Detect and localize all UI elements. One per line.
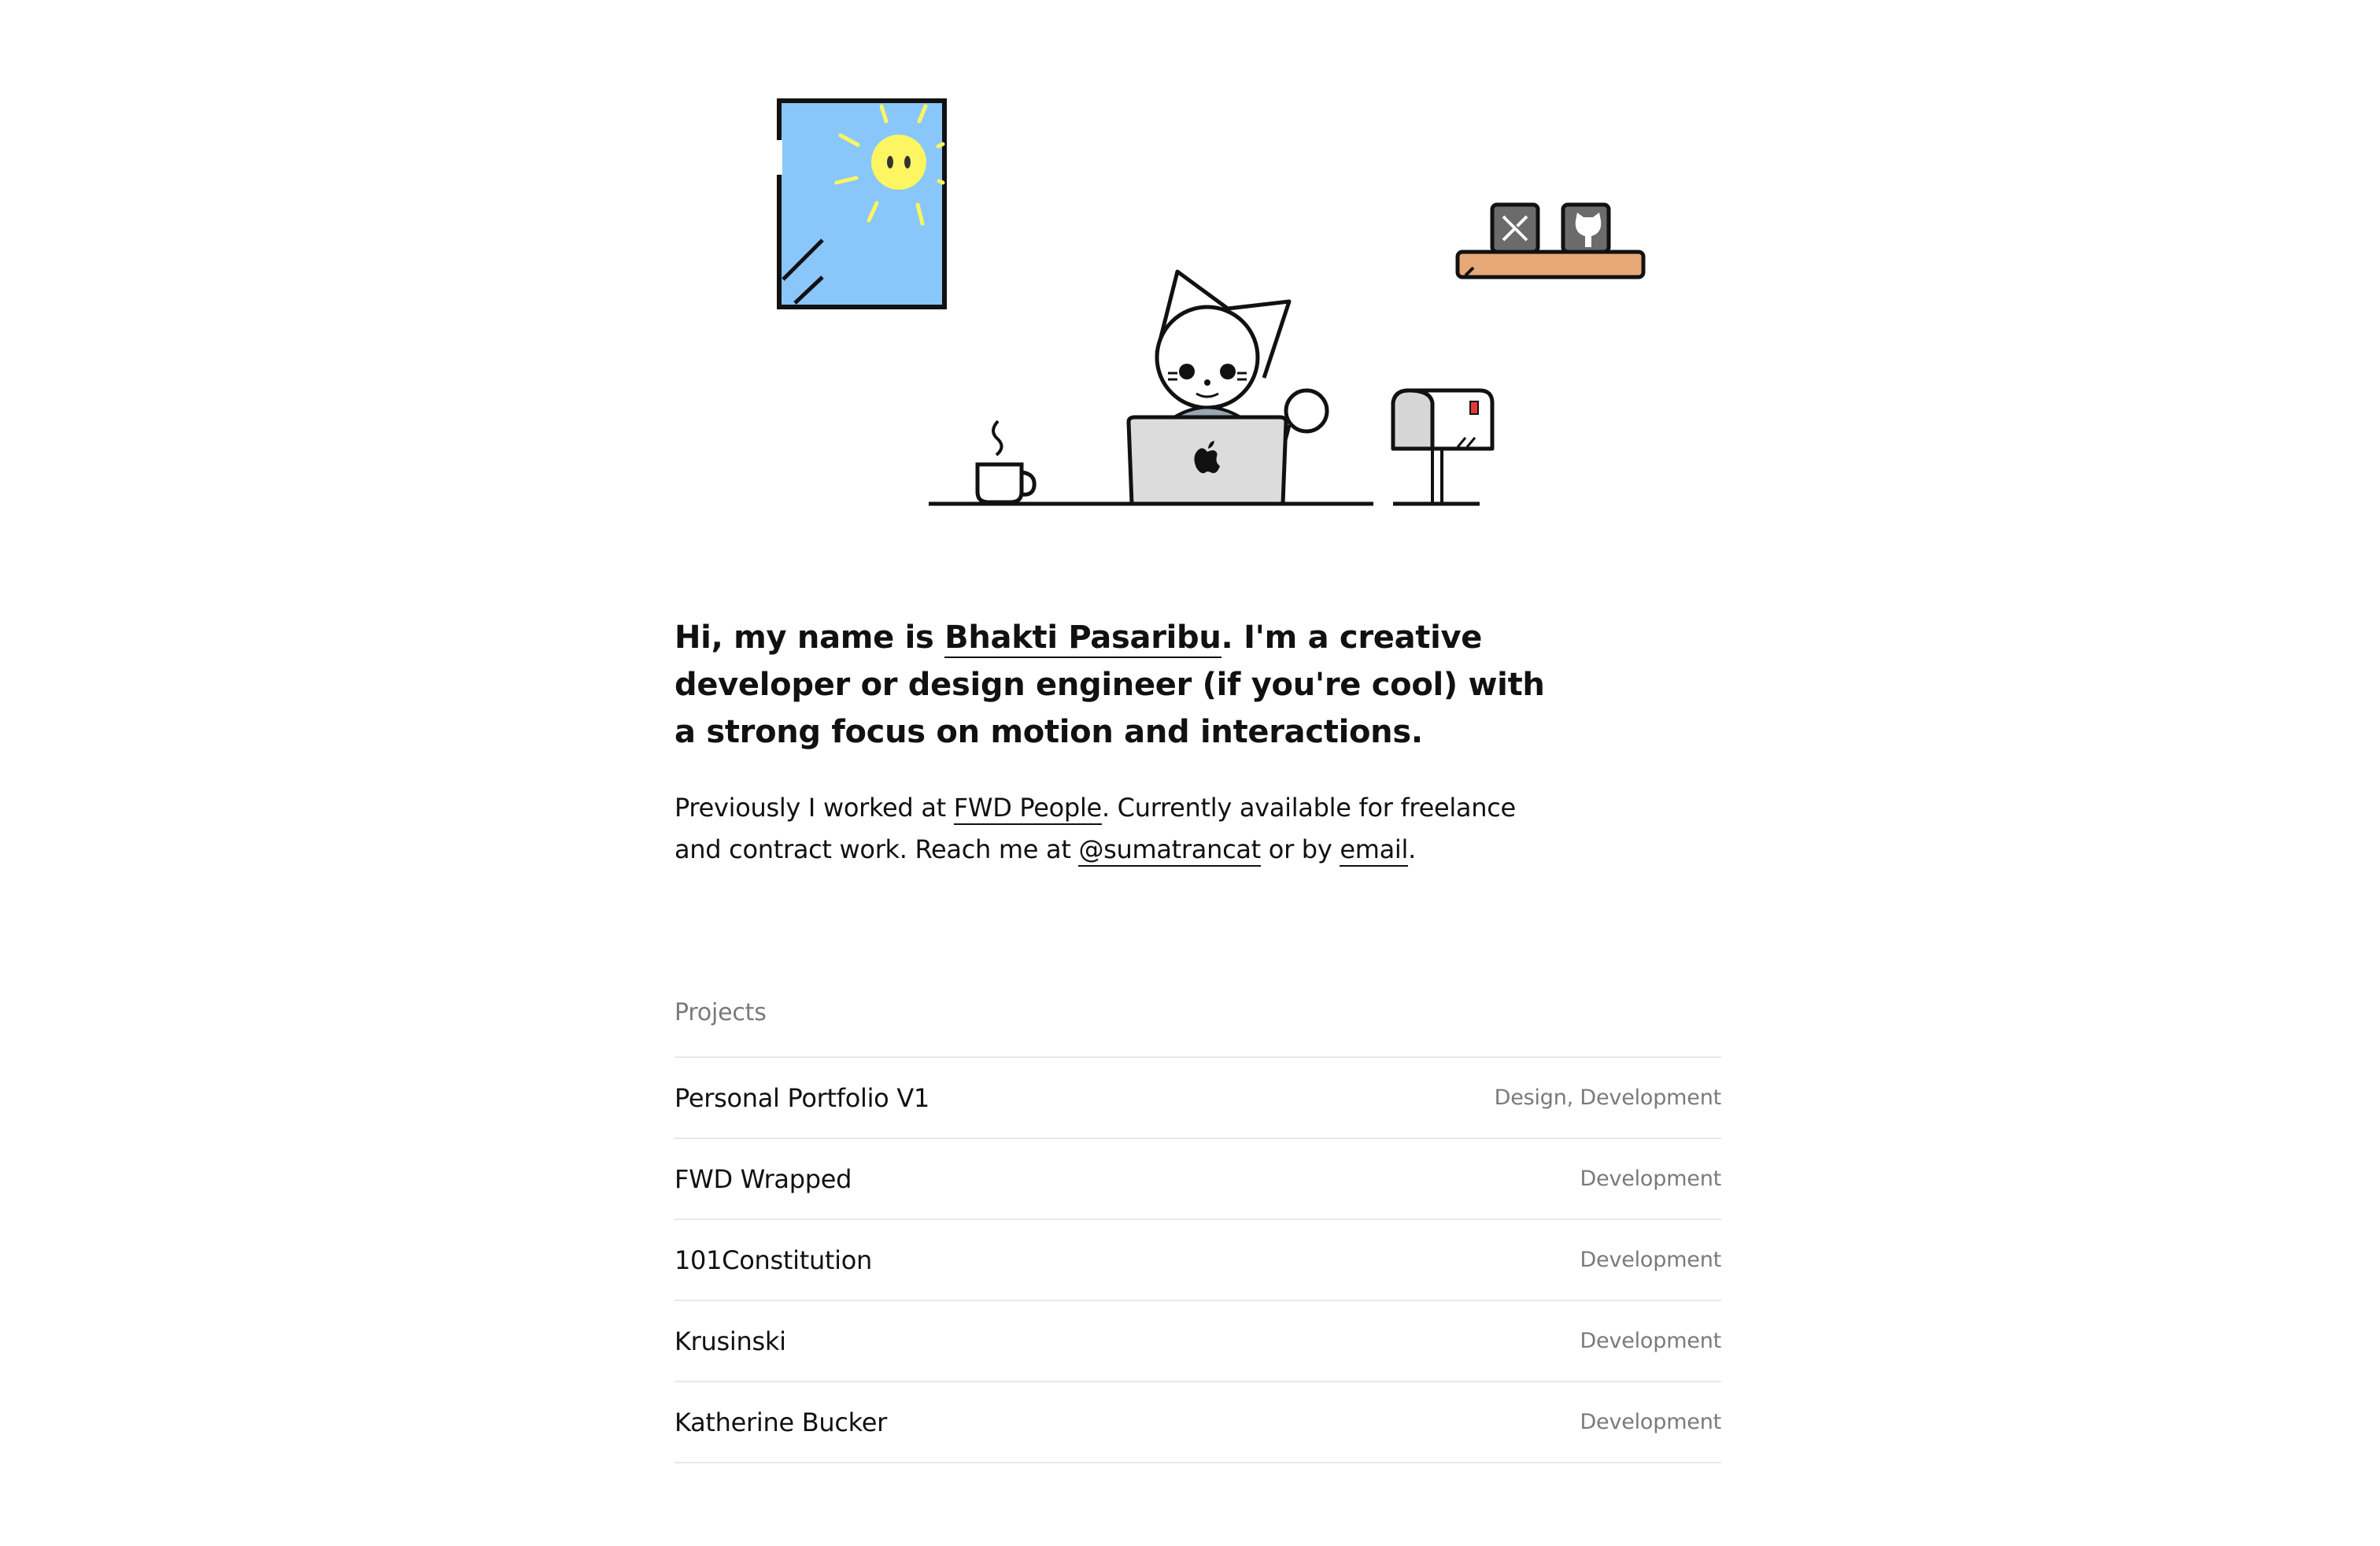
project-tags: Development [1580,1410,1721,1434]
project-name: FWD Wrapped [674,1163,852,1194]
projects-section [674,993,1721,1463]
laptop-illustration [1129,417,1286,504]
project-row-101constitution[interactable] [674,1220,1721,1301]
project-tags: Development [1580,1329,1721,1353]
project-name: Krusinski [674,1326,786,1356]
projects-heading: Projects [674,993,1721,1058]
body-text-end: . [1408,834,1416,864]
project-row-krusinski[interactable] [674,1301,1721,1382]
project-name: Personal Portfolio V1 [674,1082,929,1113]
x-icon[interactable] [1492,205,1538,252]
intro-headline [674,614,1564,756]
project-name: Katherine Bucker [674,1407,887,1437]
intro-section [674,614,1721,871]
project-row-fwd-wrapped[interactable] [674,1139,1721,1220]
project-tags: Design, Development [1494,1086,1721,1110]
coffee-cup-icon [978,421,1034,502]
body-text-start: Previously I worked at [674,793,954,823]
intro-body [674,787,1564,871]
twitter-handle-link[interactable]: @sumatrancat [1078,834,1260,867]
company-link[interactable]: FWD People [954,793,1102,825]
name-link[interactable]: Bhakti Pasaribu [944,620,1221,658]
project-row-personal-portfolio[interactable] [674,1058,1721,1139]
email-link[interactable]: email [1340,834,1408,867]
hero-illustration [0,0,2380,551]
window-illustration [779,101,944,307]
headline-text-end: . I'm a creative developer or design engineer (if you're cool) with a strong focus on motion and interactions. [674,620,1545,750]
body-text-middle: . Currently available for freelance and contract work. Reach me at [674,793,1516,864]
body-text-or: or by [1260,834,1340,864]
project-tags: Development [1580,1248,1721,1272]
project-tags: Development [1580,1167,1721,1191]
headline-text-start: Hi, my name is [674,620,945,656]
shelf-illustration [1458,252,1643,277]
github-icon[interactable] [1563,205,1609,252]
mailbox-icon[interactable] [1393,390,1492,504]
project-name: 101Constitution [674,1245,873,1275]
project-row-katherine-bucker[interactable] [674,1382,1721,1463]
